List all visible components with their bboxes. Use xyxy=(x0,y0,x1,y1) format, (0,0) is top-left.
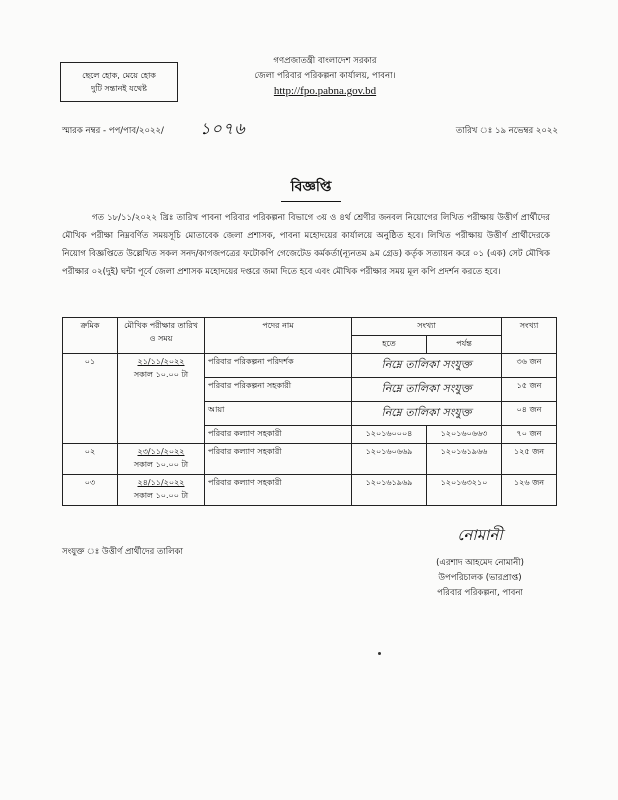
cell-to: ১২০১৬০৬৬৩ xyxy=(427,426,502,444)
table-row xyxy=(63,444,557,475)
memo-handwritten-number: ১০৭৬ xyxy=(200,119,246,138)
slogan-line-2: দুটি সন্তানই যথেষ্ট xyxy=(91,84,147,93)
cell-post: আয়া xyxy=(205,402,352,426)
cell-count: ১২৬ জন xyxy=(502,475,557,506)
schedule-table xyxy=(62,317,557,506)
cell-time: সকাল ১০.০০ টা xyxy=(133,370,189,379)
signature-block xyxy=(400,528,560,601)
cell-serial: ০৩ xyxy=(63,475,118,506)
table-row xyxy=(63,475,557,506)
col-post: পদের নাম xyxy=(205,318,352,354)
table-row xyxy=(63,354,557,378)
col-serial: ক্রমিক xyxy=(63,318,118,354)
signatory-office: পরিবার পরিকল্পনা, পাবনা xyxy=(437,588,523,598)
cell-count: ০৪ জন xyxy=(502,402,557,426)
cell-serial: ০২ xyxy=(63,444,118,475)
cell-date: ২১/১১/২০২২ xyxy=(137,357,185,366)
cell-from: ১২০১৬০০০৪ xyxy=(352,426,427,444)
col-datetime: মৌখিক পরীক্ষার তারিখ ও সময় xyxy=(118,318,205,354)
cell-post: পরিবার পরিকল্পনা সহকারী xyxy=(205,378,352,402)
col-range: সংখ্যা xyxy=(352,318,502,336)
cell-date: ২৪/১১/২০২২ xyxy=(137,478,185,487)
cell-datetime xyxy=(118,444,205,475)
cell-count: ৩৬ জন xyxy=(502,354,557,378)
cell-post: পরিবার কল্যাণ সহকারী xyxy=(205,444,352,475)
cell-time: সকাল ১০.০০ টা xyxy=(133,491,189,500)
cell-handwritten-note: নিম্নে তালিকা সংযুক্ত xyxy=(352,354,502,378)
cell-to: ১২০১৬৩২১০ xyxy=(427,475,502,506)
cell-datetime xyxy=(118,354,205,444)
cell-count: ১২৫ জন xyxy=(502,444,557,475)
col-count: সংখ্যা xyxy=(502,318,557,354)
notice-body: গত ১৮/১১/২০২২ খ্রিঃ তারিখ পাবনা পরিবার পরিকল্পনা বিভাগে ৩য় ও ৪র্থ শ্রেণীর জনবল নিয়োগের লিখিত পরীক্ষায় উত্তীর্ণ প্রার্থীদের মৌখিক পরীক্ষা নিম্নবর্ণিত সময়সূচি মোতাবেক জেলা প্রশাসক, পাবনা মহোদয়ের কার্যালয়ে অনুষ্ঠিত হবে। লিখিত পরীক্ষায় উত্তীর্ণ প্রার্থীদেরকে নিয়োগ বিজ্ঞপ্তিতে উল্লেখিত সকল সনদ/কাগজপত্রের ফটোকপি গেজেটেড কর্মকর্তা(ন্যূনতম ৯ম গ্রেড) কর্তৃক সত্যায়ন করে ০১ (এক) সেট মৌখিক পরীক্ষার ০২(দুই) ঘন্টা পূর্বে জেলা প্রশাসক মহোদয়ের দপ্তরে জমা দিতে হবে এবং মৌখিক পরীক্ষার সময় মূল কপি প্রদর্শন করতে হবে। xyxy=(62,213,550,277)
notice-date: তারিখ ঃ ১৯ নভেম্বর ২০২২ xyxy=(455,126,558,136)
col-to: পর্যন্ত xyxy=(427,336,502,354)
col-from: হতে xyxy=(352,336,427,354)
cell-count: ৭০ জন xyxy=(502,426,557,444)
cell-post: পরিবার কল্যাণ সহকারী xyxy=(205,426,352,444)
government-name: গণপ্রজাতন্ত্রী বাংলাদেশ সরকার xyxy=(273,56,377,66)
cell-handwritten-note: নিম্নে তালিকা সংযুক্ত xyxy=(352,402,502,426)
cell-from: ১২০১৬১৯৬৯ xyxy=(352,475,427,506)
website-link[interactable]: http://fpo.pabna.gov.bd xyxy=(273,85,377,97)
signatory-name: (এরশাদ আহমেদ নোমানী) xyxy=(436,558,524,568)
table-header-row xyxy=(63,318,557,336)
office-name: জেলা পরিবার পরিকল্পনা কার্যালয়, পাবনা। xyxy=(254,71,396,81)
cell-time: সকাল ১০.০০ টা xyxy=(133,460,189,469)
signatory-designation: উপপরিচালক (ভারপ্রাপ্ত) xyxy=(438,573,522,583)
cell-post: পরিবার কল্যাণ সহকারী xyxy=(205,475,352,506)
slogan-box xyxy=(60,62,178,102)
signature-scrawl: নোমানী xyxy=(457,526,503,544)
cell-handwritten-note: নিম্নে তালিকা সংযুক্ত xyxy=(352,378,502,402)
cell-post: পরিবার পরিকল্পনা পরিদর্শক xyxy=(205,354,352,378)
cell-datetime xyxy=(118,475,205,506)
cell-count: ১৫ জন xyxy=(502,378,557,402)
letterhead xyxy=(230,54,420,99)
slogan-line-1: ছেলে হোক, মেয়ে হোক xyxy=(82,71,156,80)
scan-speck xyxy=(378,652,381,655)
enclosure-note: সংযুক্ত ঃ উত্তীর্ণ প্রার্থীদের তালিকা xyxy=(62,547,183,557)
cell-date: ২৩/১১/২০২২ xyxy=(137,447,185,456)
memo-number: স্মারক নম্বর - পপ/পাব/২০২২/ xyxy=(62,126,164,136)
notice-title: বিজ্ঞপ্তি xyxy=(281,175,341,202)
cell-to: ১২০১৬১৯৬৬ xyxy=(427,444,502,475)
cell-serial: ০১ xyxy=(63,354,118,444)
cell-from: ১২০১৬০৬৬৯ xyxy=(352,444,427,475)
